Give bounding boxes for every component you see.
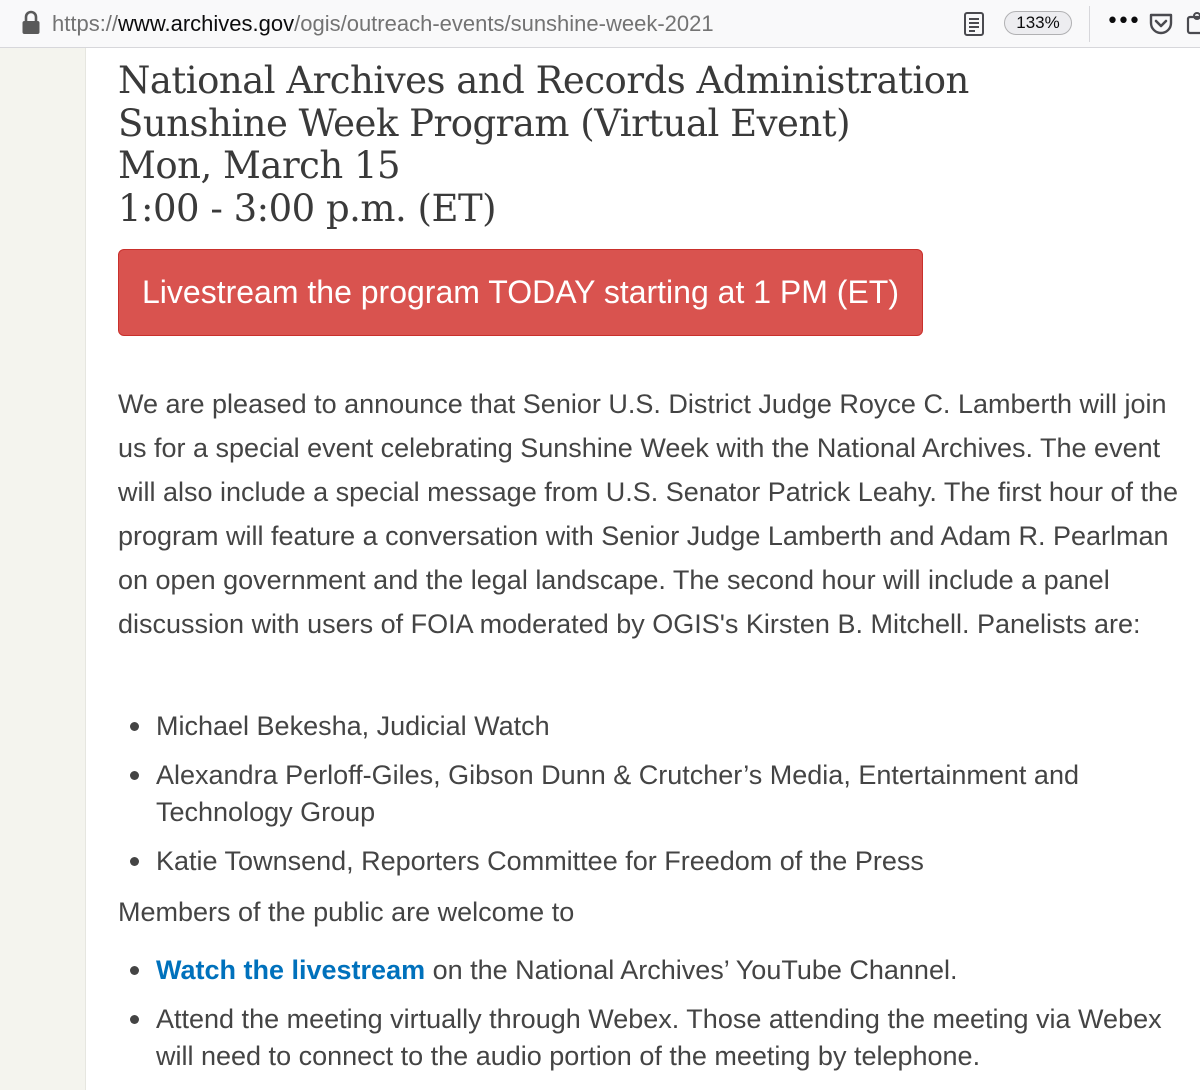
panelist-list [118,708,1178,892]
list-item: Michael Bekesha, Judicial Watch [118,708,1178,745]
page-title [118,60,1178,230]
event-date: Mon, March 15 [118,144,401,187]
pocket-icon[interactable] [1148,11,1174,37]
event-time: 1:00 - 3:00 p.m. (ET) [118,186,497,230]
title-line: National Archives and Records Administration [118,59,969,102]
lock-icon[interactable] [20,10,42,36]
list-item: Katie Townsend, Reporters Committee for Freedom of the Press [118,843,1178,880]
extension-icon[interactable] [1184,11,1200,37]
zoom-level-button[interactable]: 133% [1004,11,1072,35]
watch-livestream-text: on the National Archives’ YouTube Channel. [425,955,958,985]
members-text: Members of the public are welcome to [118,897,575,927]
browser-address-bar [0,0,1200,48]
more-actions-icon[interactable]: ••• [1106,9,1139,34]
title-line: Sunshine Week Program (Virtual Event) [118,101,851,145]
intro-paragraph: We are pleased to announce that Senior U.S. District Judge Royce C. Lamberth will join us for a special event celebrating Sunshine Week with the National Archives. The event will also include a special message from U.S. Senator Patrick Leahy. The first hour of the program will feature a conversation with Senior Judge Lamberth and Adam R. Pearlman on open government and the legal landscape. The second hour will include a panel discussion with users of FOIA moderated by OGIS's Kirsten B. Mitchell. Panelists are: [118,389,1179,639]
list-item: Attend the meeting virtually through Webex. Those attending the meeting via Webex will need to connect to the audio portion of the meeting by telephone. [118,1001,1178,1075]
url-scheme: https:// [52,11,119,36]
watch-livestream-link[interactable]: Watch the livestream [156,955,426,985]
url-path: /ogis/outreach-events/sunshine-week-2021 [294,11,714,36]
list-item: Alexandra Perloff-Giles, Gibson Dunn & Crutcher’s Media, Entertainment and Technology Group [118,757,1178,831]
url-host: www.archives.gov [118,11,295,36]
reader-view-icon[interactable] [962,11,986,37]
access-options-list [118,952,1178,1087]
url-field[interactable] [52,10,714,38]
page-left-margin [0,48,86,1090]
livestream-button[interactable]: Livestream the program TODAY starting at 1 PM (ET) [118,249,923,336]
toolbar-divider [1089,6,1090,42]
list-item [118,952,1178,989]
